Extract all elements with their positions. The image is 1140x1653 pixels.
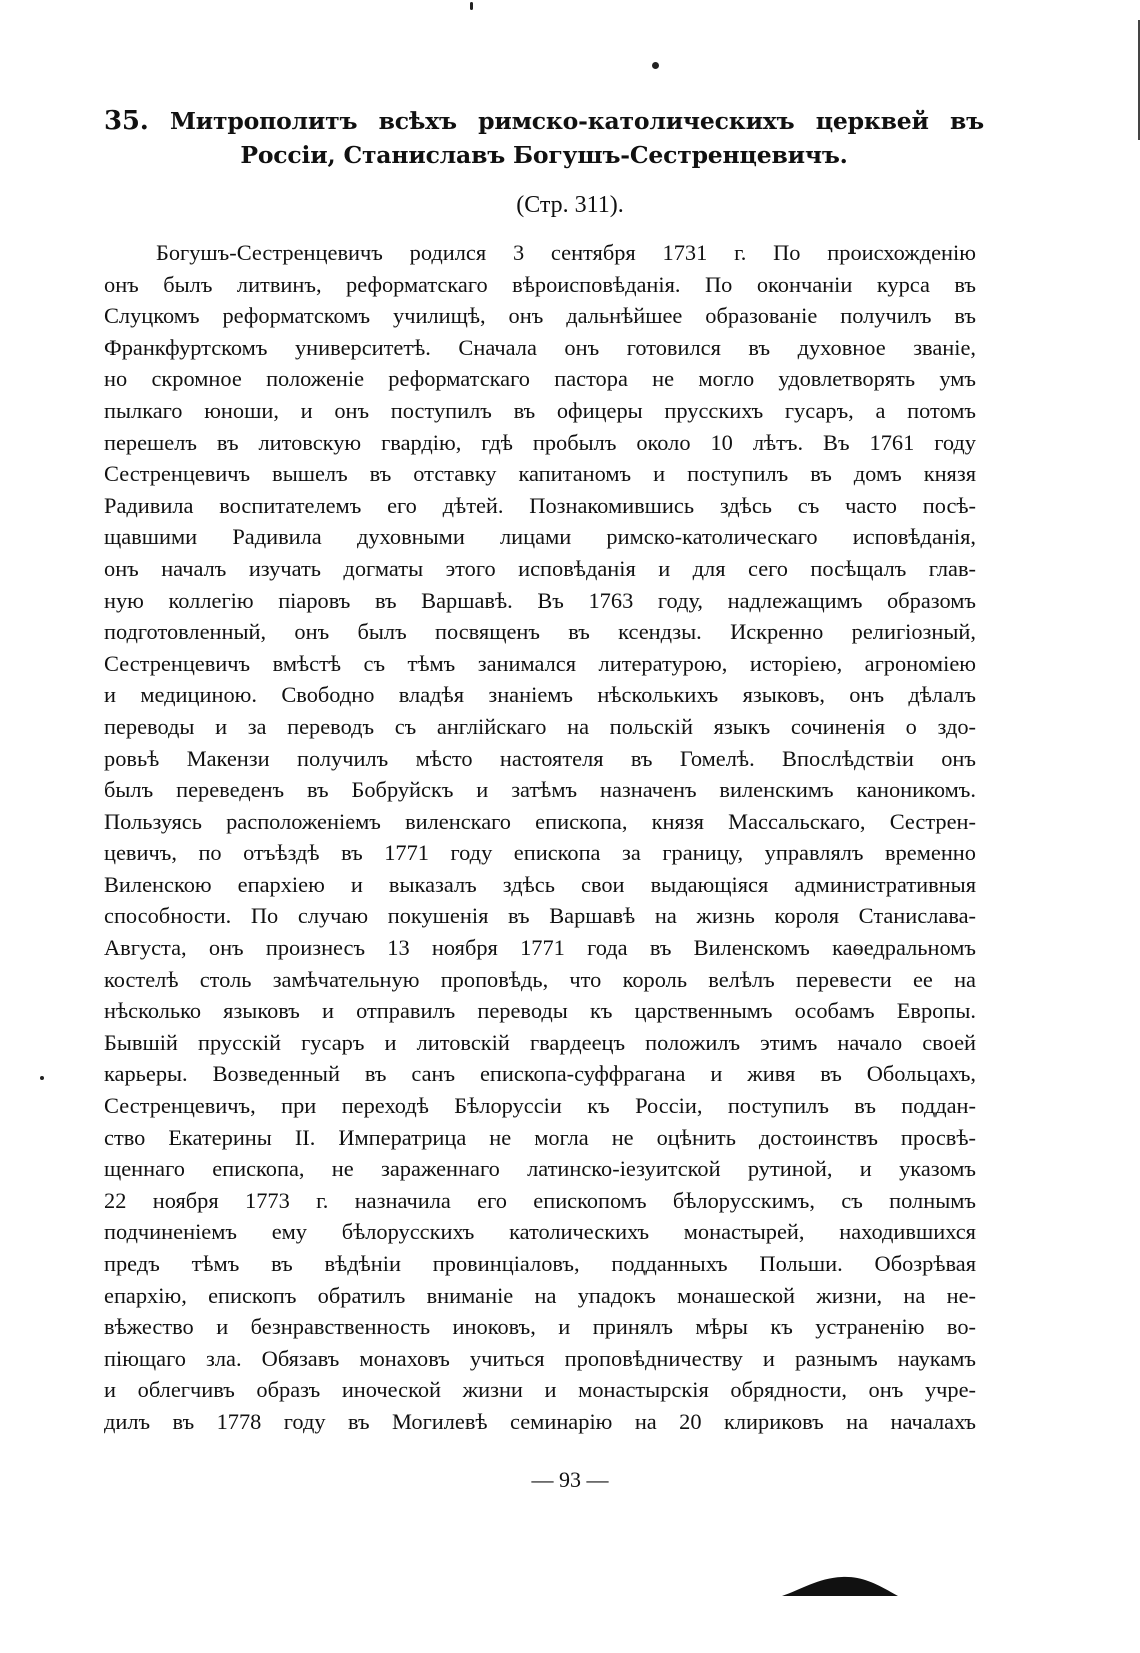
body-line: щавшими Радивила духовными лицами римско-католическаго исповѣданія, (104, 524, 976, 550)
body-text (104, 237, 976, 1438)
body-line: ровьѣ Макензи получилъ мѣсто настоятеля въ Гомелѣ. Впослѣдствіи онъ (104, 745, 976, 771)
body-line: карьеры. Возведенный въ санъ епископа-суффрагана и живя въ Обольцахъ, (104, 1061, 976, 1087)
body-line: Бывшій прусскій гусаръ и литовскій гвардеецъ положилъ этимъ начало своей (104, 1029, 976, 1055)
body-line: Пользуясь расположеніемъ виленскаго епископа, князя Массальскаго, Сестрен- (104, 808, 976, 834)
body-line: Виленскою епархіею и выказалъ здѣсь свои выдающіяся административныя (104, 871, 976, 897)
body-line: дилъ въ 1778 году въ Могилевѣ семинарію на 20 клириковъ на началахъ (104, 1408, 976, 1434)
body-line: Радивила воспитателемъ его дѣтей. Познакомившись здѣсь съ часто посѣ- (104, 492, 976, 518)
body-line: Франкфуртскомъ университетѣ. Сначала онъ готовился въ духовное званіе, (104, 334, 976, 360)
body-line: онъ былъ литвинъ, реформатскаго вѣроисповѣданія. По окончаніи курса въ (104, 271, 976, 297)
body-line: вѣжество и безнравственность иноковъ, и принялъ мѣры къ устраненію во- (104, 1314, 976, 1340)
body-line: костелѣ столь замѣчательную проповѣдь, что король велѣлъ перевести ее на (104, 966, 976, 992)
body-line: нѣсколько языковъ и отправилъ переводы къ царственнымъ особамъ Европы. (104, 998, 976, 1024)
body-line: переводы и за переводъ съ англійскаго на польскій языкъ сочиненія о здо- (104, 713, 976, 739)
body-line: ную коллегію піаровъ въ Варшавѣ. Въ 1763 году, надлежащимъ образомъ (104, 587, 976, 613)
body-line: и облегчивъ образъ иноческой жизни и монастырскія обрядности, онъ учре- (104, 1377, 976, 1403)
body-line: предъ тѣмъ въ вѣдѣніи провинціаловъ, подданныхъ Польши. Обозрѣвая (104, 1251, 976, 1276)
article-title: Митрополитъ всѣхъ римско-католическихъ церквей въ Россіи, Станиславъ Богушъ-Сестренцевичъ. (169, 107, 985, 169)
body-line: ство Екатерины II. Императрица не могла не оцѣнить достоинствъ просвѣ- (104, 1124, 976, 1150)
page-number: — 93 — (531, 1467, 609, 1492)
body-line: но скромное положеніе реформатскаго пастора не могло удовлетворять умъ (104, 366, 976, 392)
ink-speck (652, 62, 659, 69)
article-heading (104, 104, 984, 172)
article-number: 35. (104, 106, 149, 136)
body-line: Сестренцевичъ, при переходѣ Бѣлоруссіи къ Россіи, поступилъ въ поддан- (104, 1093, 976, 1119)
body-line: перешелъ въ литовскую гвардію, гдѣ пробылъ около 10 лѣтъ. Въ 1761 году (104, 429, 976, 455)
body-line: подчиненіемъ ему бѣлорусскихъ католическихъ монастырей, находившихся (104, 1219, 976, 1245)
body-line: епархію, епископъ обратилъ вниманіе на упадокъ монашеской жизни, на не- (104, 1282, 976, 1308)
body-line: и медициною. Свободно владѣя знаніемъ нѣсколькихъ языковъ, онъ дѣлалъ (104, 682, 976, 708)
body-line: Августа, онъ произнесъ 13 ноября 1771 года въ Виленскомъ каѳедральномъ (104, 935, 976, 961)
ink-speck (470, 2, 473, 10)
body-line: пылкаго юноши, и онъ поступилъ въ офицеры прусскихъ гусаръ, а потомъ (104, 397, 976, 423)
body-line: піющаго зла. Обязавъ монаховъ учиться проповѣдничеству и разнымъ наукамъ (104, 1345, 976, 1371)
body-line: Богушъ-Сестренцевичъ родился 3 сентября 1731 г. По происхожденію (156, 240, 976, 265)
body-line: Сестренцевичъ вышелъ въ отставку капитаномъ и поступилъ въ домъ князя (104, 461, 976, 487)
body-line: Слуцкомъ реформатскомъ училищѣ, онъ дальнѣйшее образованіе получилъ въ (104, 303, 976, 329)
ink-blot-decoration (780, 1572, 900, 1600)
body-line: Сестренцевичъ вмѣстѣ съ тѣмъ занимался литературою, исторіею, агрономіею (104, 650, 976, 676)
body-line: былъ переведенъ въ Бобруйскъ и затѣмъ назначенъ виленскимъ каноникомъ. (104, 777, 976, 803)
body-line: щеннаго епископа, не зараженнаго латинско-іезуитской рутиной, и указомъ (104, 1156, 976, 1182)
ink-speck (40, 1076, 44, 1080)
body-line: способности. По случаю покушенія въ Варшавѣ на жизнь короля Станислава- (104, 903, 976, 929)
body-line: цевичъ, по отъѣздѣ въ 1771 году епископа за границу, управлялъ временно (104, 840, 976, 866)
body-line: 22 ноября 1773 г. назначила его епископомъ бѣлорусскимъ, съ полнымъ (104, 1187, 976, 1213)
page-reference: (Стр. 311). (516, 192, 624, 218)
body-line: подготовленный, онъ былъ посвященъ въ ксендзы. Искренно религіозный, (104, 619, 976, 645)
body-line: онъ началъ изучать догматы этого исповѣданія и для сего посѣщалъ глав- (104, 555, 976, 581)
